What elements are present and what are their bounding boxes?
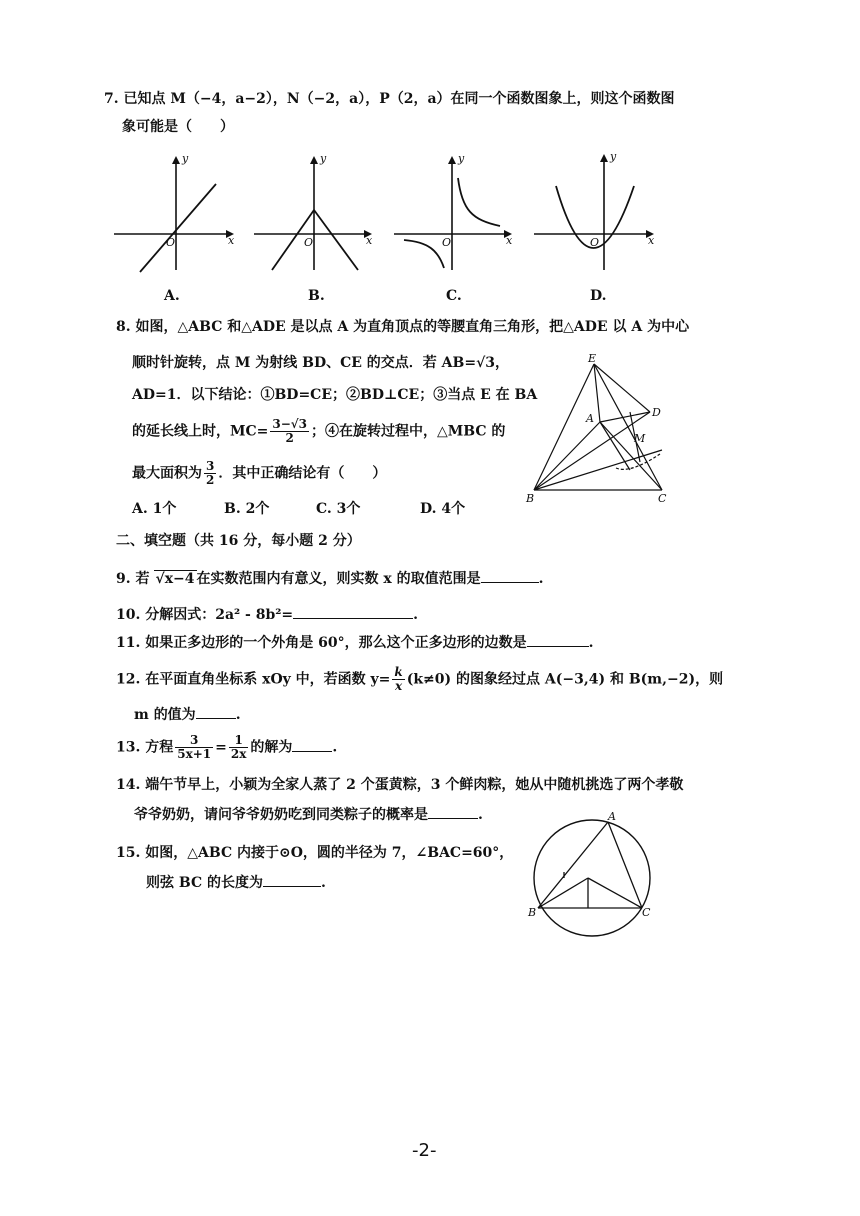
q8-fraction-area-num: 3 (206, 459, 215, 473)
q11 (116, 632, 593, 652)
q15-end: . (320, 875, 326, 891)
q9-a: 9. 若 (116, 571, 150, 587)
q15-label-c: C (642, 906, 651, 919)
q8-option-c: C. 3个 (316, 501, 361, 517)
q12-line2 (134, 704, 241, 724)
q7-d-origin: O (590, 236, 600, 249)
q8-label-d: D (652, 406, 661, 419)
q13-fraction-1 (175, 734, 213, 761)
q7-option-c: C. (446, 288, 462, 304)
q8-line1: 8. 如图，△ABC 和△ADE 是以点 A 为直角顶点的等腰直角三角形，把△ADE 以 A 为中心 (116, 319, 690, 335)
q8-line2: 顺时针旋转，点 M 为射线 BD、CE 的交点．若 AB=√3， (132, 355, 510, 371)
q15-line1: 15. 如图，△ABC 内接于⊙O，圆的半径为 7，∠BAC=60°， (116, 845, 514, 861)
q13-fraction-1-num: 3 (175, 734, 213, 748)
q9-radicand: x−4 (164, 571, 195, 587)
q14-end: . (478, 807, 483, 823)
q8-line5-b: ．其中正确结论有（ ） (218, 465, 387, 482)
q15-label-b: B (528, 906, 537, 919)
q7-c-origin: O (442, 236, 452, 249)
q8-line3: AD=1．以下结论：①BD=CE；②BD⊥CE；③当点 E 在 BA (132, 387, 538, 403)
q7-graph-b (252, 150, 382, 275)
q8-line4-a: 的延长线上时，MC= (132, 423, 269, 440)
q7-a-x-label: x (228, 234, 235, 247)
q8-label-a: A (586, 412, 594, 425)
q13-fraction-2-num: 1 (229, 734, 249, 748)
q15-figure (524, 812, 664, 942)
q7-option-b: B. (308, 288, 325, 304)
q8-figure (520, 350, 680, 510)
q12-end: . (235, 707, 241, 723)
q13 (116, 734, 337, 761)
q7-line1: 7. 已知点 M（−4，a−2），N（−2，a），P（2，a）在同一个函数图象上，则这个函数图 (104, 91, 675, 107)
q9-b: 在实数范围内有意义，则实数 x 的取值范围是 (196, 571, 481, 587)
q14-line1: 14. 端午节早上，小颖为全家人蒸了 2 个蛋黄粽，3 个鲜肉粽，她从中随机挑选了两个孝敬 (116, 777, 684, 793)
q12-line1 (116, 666, 723, 693)
q8-fraction-mc-num: 3−√3 (272, 417, 308, 431)
section-2-heading: 二、填空题（共 16 分，每小题 2 分） (116, 533, 361, 549)
q8-fraction-area-den: 2 (206, 473, 215, 487)
q13-fraction-2-den: 2x (230, 747, 247, 761)
q8-label-b: B (526, 492, 535, 505)
page-number: -2- (412, 1140, 437, 1161)
q7-c-y-label: y (458, 152, 465, 165)
q13-eq: = (215, 739, 227, 756)
q8-label-m: M (634, 432, 646, 445)
q7-c-x-label: x (506, 234, 513, 247)
q12-fraction-num: k (394, 665, 403, 679)
q14-answer-blank[interactable] (428, 804, 478, 819)
q8-line5 (132, 460, 386, 487)
q8-line5-a: 最大面积为 (132, 465, 202, 482)
q8-label-c: C (658, 492, 667, 505)
q7-graph-d (532, 150, 664, 275)
q7-d-y-label: y (610, 150, 617, 163)
q13-fraction-1-den: 5x+1 (177, 747, 212, 761)
q13-b: 的解为 (250, 739, 293, 756)
q8-option-d: D. 4个 (420, 501, 466, 517)
q8-fraction-area (204, 460, 216, 487)
q12-line2-text: m 的值为 (134, 707, 196, 723)
q11-answer-blank[interactable] (527, 632, 589, 647)
q13-fraction-2 (229, 734, 249, 761)
q7-b-x-label: x (366, 234, 373, 247)
q10-a: 10. 分解因式：2a² - 8b²= (116, 607, 294, 623)
q7-b-origin: O (304, 236, 314, 249)
q12-b: (k≠0) 的图象经过点 A(−3,4) 和 B(m,−2)，则 (406, 671, 724, 688)
q15-line2 (146, 872, 326, 892)
q14-line2-text: 爷爷奶奶，请问爷爷奶奶吃到同类粽子的概率是 (134, 807, 428, 823)
q9-answer-blank[interactable] (481, 568, 539, 583)
q11-end: . (588, 635, 594, 651)
q10-answer-blank[interactable] (293, 604, 413, 619)
q8-fraction-mc-den: 2 (285, 431, 294, 445)
q10 (116, 604, 418, 624)
q9-end: . (538, 571, 544, 587)
q8-fraction-mc (270, 418, 309, 445)
q11-a: 11. 如果正多边形的一个外角是 60°，那么这个正多边形的边数是 (116, 635, 527, 651)
q12-a: 12. 在平面直角坐标系 xOy 中，若函数 y= (116, 671, 391, 688)
q8-option-b: B. 2个 (224, 501, 270, 517)
q8-option-a: A. 1个 (132, 501, 177, 517)
q15-answer-blank[interactable] (263, 872, 321, 887)
q7-option-a: A. (164, 288, 180, 304)
q7-d-x-label: x (648, 234, 655, 247)
q13-answer-blank[interactable] (292, 737, 332, 752)
q7-line2: 象可能是（ ） (122, 119, 234, 135)
q9-radical: √x−4 (155, 571, 195, 587)
q7-graph-a (112, 150, 242, 275)
q7-graph-c (392, 150, 522, 275)
q7-option-d: D. (590, 288, 607, 304)
q14-line2 (134, 804, 483, 824)
q8-label-e: E (588, 352, 597, 365)
q10-end: . (413, 607, 419, 623)
q12-answer-blank[interactable] (196, 704, 236, 719)
q8-line4 (132, 418, 505, 445)
q13-end: . (332, 739, 338, 756)
q13-a: 13. 方程 (116, 739, 174, 756)
q12-fraction (392, 666, 404, 693)
q9 (116, 568, 544, 588)
q7-a-origin: O (166, 236, 176, 249)
q15-line2-text: 则弦 BC 的长度为 (146, 875, 263, 891)
q12-fraction-den: x (394, 679, 403, 693)
q8-line4-b: ；④在旋转过程中，△MBC 的 (311, 423, 506, 440)
q7-b-y-label: y (320, 152, 327, 165)
q7-a-y-label: y (182, 152, 189, 165)
q15-label-a: A (608, 810, 616, 823)
